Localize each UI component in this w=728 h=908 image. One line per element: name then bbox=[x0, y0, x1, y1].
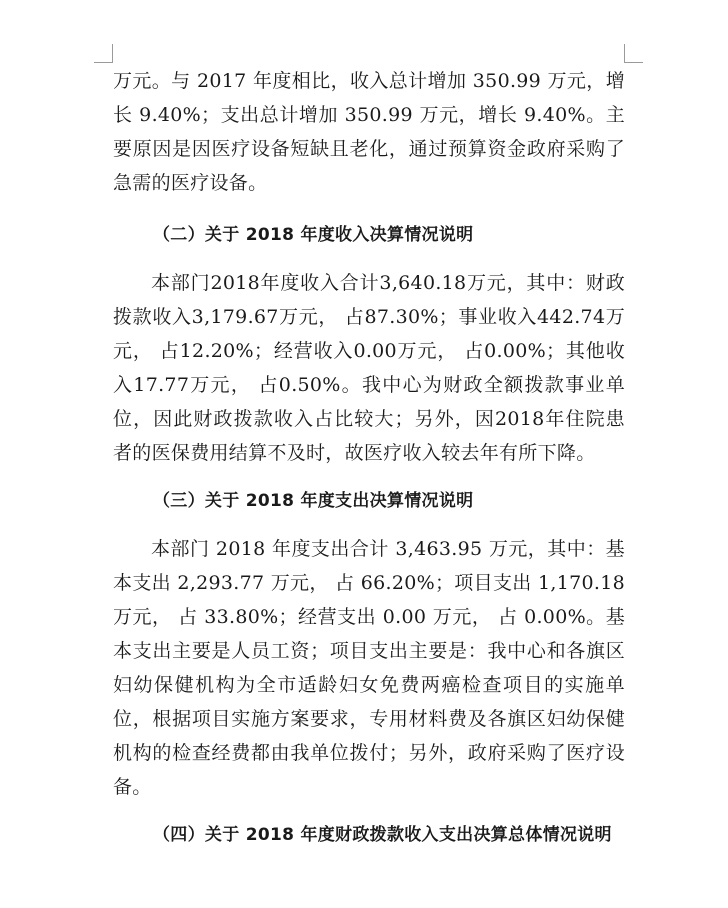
document-body bbox=[113, 64, 625, 852]
paragraph-budget-comparison: 万元。与 2017 年度相比，收入总计增加 350.99 万元，增长 9.40%；支出总计增加 350.99 万元，增长 9.40%。主要原因是因医疗设备短缺且老化，通过预算资金政府采购了急需的医疗设备。 bbox=[113, 70, 625, 194]
paragraph-expenditure-details: 本部门 2018 年度支出合计 3,463.95 万元，其中：基本支出 2,293.77 万元， 占 66.20%；项目支出 1,170.18 万元， 占 33.80%；经营支出 0.00 万元， 占 0.00%。基本支出主要是人员工资；项目支出主要是：我中心和各旗区妇幼保健机构为全市适龄妇女免费两癌检查项目的实施单位，根据项目实施方案要求，专用材料费及各旗区妇幼保健机构的检查经费都由我单位拨付；另外，政府采购了医疗设备。 bbox=[113, 538, 625, 798]
heading-expenditure-section: （三）关于 2018 年度支出决算情况说明 bbox=[153, 491, 474, 511]
margin-marker-top-right bbox=[624, 44, 643, 63]
paragraph-income-details: 本部门2018年度收入合计3,640.18万元，其中：财政拨款收入3,179.67万元， 占87.30%；事业收入442.74万元， 占12.20%；经营收入0.00万元， 占0.00%；其他收入17.77万元， 占0.50%。我中心为财政全额拨款事业单位，因此财政拨款收入占比较大；另外，因2018年住院患者的医保费用结算不及时，故医疗收入较去年有所下降。 bbox=[113, 272, 625, 464]
heading-income-section: （二）关于 2018 年度收入决算情况说明 bbox=[153, 225, 474, 245]
heading-fiscal-section: （四）关于 2018 年度财政拨款收入支出决算总体情况说明 bbox=[153, 825, 612, 845]
margin-marker-top-left bbox=[94, 44, 113, 63]
